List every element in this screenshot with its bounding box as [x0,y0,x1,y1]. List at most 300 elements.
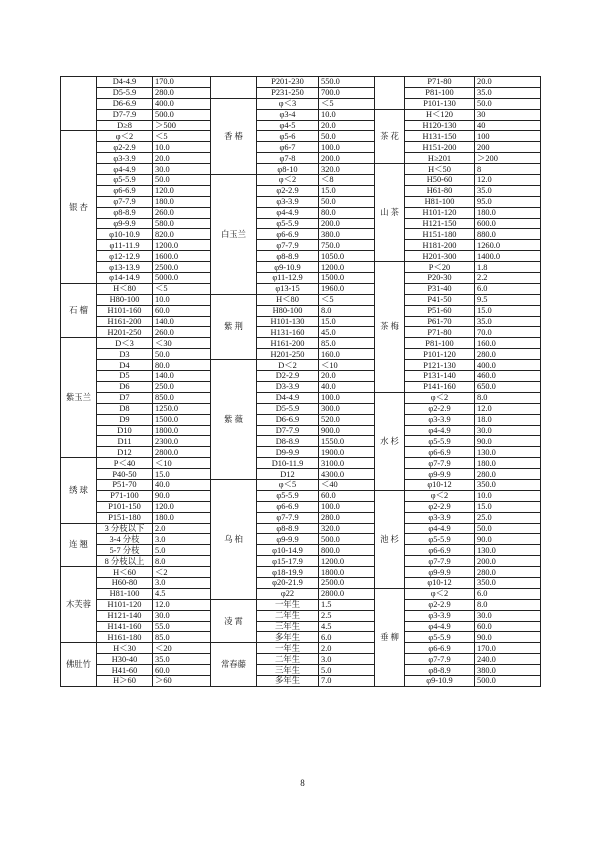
price-cell: 40.0 [319,381,375,392]
spec-cell: H81-100 [405,196,475,207]
spec-cell: H101-120 [97,599,153,610]
spec-cell: φ9-9.9 [257,534,319,545]
price-cell: 3.0 [153,577,211,588]
price-cell: 1400.0 [475,251,541,262]
spec-cell: H121-140 [97,610,153,621]
price-cell: 850.0 [153,392,211,403]
price-cell: 800.0 [319,545,375,556]
price-cell: 90.0 [475,632,541,643]
price-cell: 1550.0 [319,436,375,447]
spec-cell: φ20-21.9 [257,577,319,588]
price-cell: 700.0 [319,87,375,98]
price-cell: 100 [475,131,541,142]
spec-cell: P121-130 [405,360,475,371]
price-cell: 8.0 [153,556,211,567]
spec-cell: φ11-11.9 [97,240,153,251]
spec-cell: D＜3 [97,338,153,349]
plant-name-cell: 凌 霄 [211,599,257,643]
price-cell: 350.0 [475,479,541,490]
price-cell: 460.0 [475,371,541,382]
spec-cell: H151-200 [405,142,475,153]
plant-name-cell: 水 杉 [375,392,405,490]
spec-cell: P231-250 [257,87,319,98]
spec-cell: φ13-15 [257,283,319,294]
spec-cell: φ6-6.9 [405,643,475,654]
spec-cell: φ8-8.9 [257,251,319,262]
spec-cell: φ7-7.9 [257,512,319,523]
spec-cell: H61-80 [405,185,475,196]
price-cell: 12.0 [153,599,211,610]
price-cell: 280.0 [319,512,375,523]
spec-cell: φ2-2.9 [405,599,475,610]
spec-cell: D7 [97,392,153,403]
price-cell: ＜8 [319,175,375,186]
price-cell: 80.0 [153,360,211,371]
price-cell: 1050.0 [319,251,375,262]
price-cell: 380.0 [475,665,541,676]
price-cell: 12.0 [475,175,541,186]
price-cell: 40.0 [153,479,211,490]
price-cell: 6.0 [475,588,541,599]
price-cell: ＞500 [153,120,211,131]
price-cell: 200.0 [319,153,375,164]
spec-cell: H131-150 [405,131,475,142]
spec-cell: D5 [97,371,153,382]
spec-cell: P81-100 [405,338,475,349]
price-cell: 35.0 [475,316,541,327]
spec-cell: φ9-9.9 [405,469,475,480]
spec-cell: φ2-2.9 [405,403,475,414]
price-cell: 260.0 [153,327,211,338]
spec-cell: φ4-4.9 [97,164,153,175]
spec-cell: H121-150 [405,218,475,229]
spec-cell: 二年生 [257,654,319,665]
price-cell: 95.0 [475,196,541,207]
price-cell: 10.0 [153,294,211,305]
spec-cell: φ5-5.9 [257,490,319,501]
spec-cell: φ4-5 [257,120,319,131]
price-cell: 15.0 [475,501,541,512]
spec-cell: H101-120 [405,207,475,218]
spec-cell: P101-130 [405,98,475,109]
price-cell: 50.0 [153,349,211,360]
plant-name-cell: 木芙蓉 [61,567,97,643]
price-cell: 2500.0 [319,577,375,588]
spec-cell: φ9-9.9 [405,567,475,578]
price-cell: ＞60 [153,675,211,686]
price-cell: 120.0 [153,185,211,196]
price-cell: 40 [475,120,541,131]
price-cell: 55.0 [153,621,211,632]
spec-cell: D3 [97,349,153,360]
spec-cell: D4-4.9 [97,77,153,88]
price-cell: 85.0 [319,338,375,349]
table-row [61,338,211,349]
price-cell: 20.0 [475,77,541,88]
price-cell: 380.0 [319,229,375,240]
table-row [375,588,541,599]
spec-cell: φ6-6.9 [405,545,475,556]
spec-cell: φ4-4.9 [405,523,475,534]
spec-cell: D2-2.9 [257,371,319,382]
page-number: 8 [300,778,305,788]
price-cell: 35.0 [153,654,211,665]
price-cell: 100.0 [319,392,375,403]
table-column-middle [210,76,375,687]
table-row [375,490,541,501]
plant-name-cell: 茶 花 [375,109,405,163]
plant-name-cell: 乌 桕 [211,479,257,599]
price-cell: 2800.0 [153,447,211,458]
price-cell: 4.5 [319,621,375,632]
spec-cell: φ10-14.9 [257,545,319,556]
table-row [375,77,541,88]
spec-cell: P151-180 [97,512,153,523]
table-row [211,175,375,186]
price-cell: 200.0 [319,218,375,229]
price-cell: 500.0 [153,109,211,120]
price-cell: 60.0 [475,621,541,632]
price-cell: 20.0 [153,153,211,164]
price-cell: ＜5 [153,131,211,142]
spec-cell: φ3-3.9 [97,153,153,164]
spec-cell: P201-230 [257,77,319,88]
price-cell: 7.0 [319,675,375,686]
price-cell: 750.0 [319,240,375,251]
spec-cell: φ5-5.9 [97,175,153,186]
table-row [375,262,541,273]
spec-cell: φ7-7.9 [257,240,319,251]
spec-cell: φ8-10 [257,164,319,175]
price-cell: ＜40 [319,479,375,490]
price-cell: 260.0 [153,207,211,218]
spec-cell: D4-4.9 [257,392,319,403]
spec-cell: P＜40 [97,458,153,469]
price-cell: 6.0 [319,632,375,643]
price-cell: 4300.0 [319,469,375,480]
plant-name-cell: 紫 薇 [211,360,257,480]
price-cell: 580.0 [153,218,211,229]
price-cell: 280.0 [153,87,211,98]
spec-cell: D10 [97,425,153,436]
price-cell: 35.0 [475,185,541,196]
price-cell: 1800.0 [153,425,211,436]
plant-name-cell [375,77,405,110]
spec-cell: φ5-6 [257,131,319,142]
price-cell: 200.0 [475,556,541,567]
spec-cell: φ18-19.9 [257,567,319,578]
spec-cell: φ2-2.9 [257,185,319,196]
price-cell: 100.0 [319,142,375,153]
spec-cell: H＜80 [97,283,153,294]
spec-cell: P71-80 [405,77,475,88]
spec-cell: H141-160 [97,621,153,632]
price-cell: 500.0 [475,675,541,686]
spec-cell: φ＜2 [405,392,475,403]
price-cell: 1200.0 [319,556,375,567]
spec-cell: D12 [257,469,319,480]
price-cell: 1250.0 [153,403,211,414]
price-cell: 8.0 [475,392,541,403]
spec-cell: H151-180 [405,229,475,240]
price-cell: 130.0 [475,545,541,556]
spec-cell: φ9-9.9 [97,218,153,229]
spec-cell: φ9-10.9 [257,262,319,273]
price-cell: 90.0 [475,534,541,545]
spec-cell: φ13-13.9 [97,262,153,273]
price-cell: 350.0 [475,577,541,588]
price-cell: 400.0 [153,98,211,109]
spec-cell: φ2-2.9 [405,501,475,512]
spec-cell: P131-140 [405,371,475,382]
price-cell: 30 [475,109,541,120]
price-cell: 8.0 [475,599,541,610]
spec-cell: H101-160 [97,305,153,316]
price-cell: 35.0 [475,87,541,98]
price-cell: 60.0 [319,490,375,501]
spec-cell: H201-250 [257,349,319,360]
spec-cell: P＜20 [405,262,475,273]
price-cell: 10.0 [319,109,375,120]
table-row [375,164,541,175]
spec-cell: φ＜2 [405,588,475,599]
spec-cell: φ7-7.9 [405,458,475,469]
price-cell: 170.0 [475,643,541,654]
spec-cell: H＜30 [97,643,153,654]
price-cell: 5.0 [153,545,211,556]
spec-cell: D≥8 [97,120,153,131]
table-row [61,283,211,294]
spec-cell: φ7-7.9 [97,196,153,207]
plant-name-cell: 紫 荆 [211,294,257,359]
price-cell: 280.0 [475,349,541,360]
price-cell: 9.5 [475,294,541,305]
price-cell: 20.0 [319,120,375,131]
spec-cell: H≥201 [405,153,475,164]
table-row [211,294,375,305]
price-cell: 900.0 [319,425,375,436]
spec-cell: φ5-5.9 [405,436,475,447]
spec-cell: D8 [97,403,153,414]
spec-cell: 二年生 [257,610,319,621]
price-cell: 5.0 [319,665,375,676]
table-row [211,643,375,654]
spec-cell: 多年生 [257,675,319,686]
table-row [61,77,211,88]
spec-cell: φ5-5.9 [257,218,319,229]
price-cell: 2.5 [319,610,375,621]
spec-cell: φ15-17.9 [257,556,319,567]
spec-cell: φ7-7.9 [405,654,475,665]
spec-cell: D6-6.9 [257,414,319,425]
spec-cell: φ＜3 [257,98,319,109]
price-cell: 400.0 [475,360,541,371]
price-cell: 8 [475,164,541,175]
spec-cell: H161-200 [257,338,319,349]
price-cell: 280.0 [475,469,541,480]
plant-name-cell: 垂 柳 [375,588,405,686]
spec-cell: P81-100 [405,87,475,98]
price-cell: ＜5 [319,294,375,305]
table-row [375,109,541,120]
table-row [375,392,541,403]
plant-name-cell [61,77,97,131]
price-cell: 140.0 [153,316,211,327]
table-column-left [60,76,211,687]
price-cell: 1800.0 [319,567,375,578]
spec-cell: D5-5.9 [257,403,319,414]
price-cell: 12.0 [475,403,541,414]
plant-name-cell: 白玉兰 [211,175,257,295]
spec-cell: φ8-8.9 [97,207,153,218]
spec-cell: P51-60 [405,305,475,316]
plant-name-cell: 池 杉 [375,490,405,588]
table-row [61,458,211,469]
spec-cell: 8 分枝以上 [97,556,153,567]
table-row [211,98,375,109]
price-cell: 70.0 [475,327,541,338]
spec-cell: H＜50 [405,164,475,175]
spec-cell: 3 分枝以下 [97,523,153,534]
price-cell: 90.0 [475,436,541,447]
price-cell: 2.0 [319,643,375,654]
plant-name-cell: 山 茶 [375,164,405,262]
spec-cell: D12 [97,447,153,458]
price-cell: 250.0 [153,381,211,392]
price-cell: 25.0 [475,512,541,523]
spec-cell: H131-160 [257,327,319,338]
spec-cell: φ10-10.9 [97,229,153,240]
plant-name-cell: 紫玉兰 [61,338,97,458]
spec-cell: φ11-12.9 [257,273,319,284]
spec-cell: φ3-4 [257,109,319,120]
price-cell: 820.0 [153,229,211,240]
price-cell: 10.0 [475,490,541,501]
price-cell: 1500.0 [319,273,375,284]
price-cell: 2300.0 [153,436,211,447]
spec-cell: φ2-2.9 [97,142,153,153]
spec-cell: φ8-8.9 [257,523,319,534]
spec-cell: P31-40 [405,283,475,294]
spec-cell: φ3-3.9 [257,196,319,207]
price-cell: 4.5 [153,588,211,599]
price-cell: 170.0 [153,77,211,88]
plant-name-cell [211,77,257,99]
price-cell: 50.0 [319,131,375,142]
spec-cell: D5-5.9 [97,87,153,98]
spec-cell: P71-80 [405,327,475,338]
table-row [61,131,211,142]
spec-cell: D6 [97,381,153,392]
price-cell: 500.0 [319,534,375,545]
price-cell: 85.0 [153,632,211,643]
price-cell: 3.0 [319,654,375,665]
price-cell: 2.2 [475,273,541,284]
spec-cell: φ22 [257,588,319,599]
price-cell: 15.0 [319,185,375,196]
spec-cell: φ5-5.9 [405,534,475,545]
spec-cell: φ14-14.9 [97,273,153,284]
spec-cell: φ4-4.9 [405,621,475,632]
table-row [211,479,375,490]
spec-cell: 多年生 [257,632,319,643]
price-cell: 50.0 [319,196,375,207]
price-cell: 30.0 [153,610,211,621]
price-cell: 1200.0 [319,262,375,273]
price-cell: ＜2 [153,567,211,578]
price-cell: 550.0 [319,77,375,88]
spec-cell: P71-100 [97,490,153,501]
spec-cell: φ3-3.9 [405,610,475,621]
spec-cell: H201-300 [405,251,475,262]
plant-name-cell: 银 杏 [61,131,97,283]
plant-name-cell: 常春藤 [211,643,257,687]
price-cell: 3.0 [153,534,211,545]
spec-cell: H30-40 [97,654,153,665]
price-cell: ＜20 [153,643,211,654]
spec-cell: H80-100 [97,294,153,305]
plant-name-cell: 香 椿 [211,98,257,174]
spec-cell: D7-7.9 [257,425,319,436]
spec-cell: P51-70 [97,479,153,490]
table-row [61,643,211,654]
price-cell: 1960.0 [319,283,375,294]
price-cell: 160.0 [475,338,541,349]
spec-cell: P41-50 [405,294,475,305]
table-row [211,599,375,610]
price-cell: 15.0 [319,316,375,327]
spec-cell: P141-160 [405,381,475,392]
spec-cell: φ9-10.9 [405,675,475,686]
price-cell: 50.0 [475,98,541,109]
spec-cell: φ8-8.9 [405,665,475,676]
price-cell: 100.0 [319,501,375,512]
spec-cell: P101-150 [97,501,153,512]
price-cell: 2500.0 [153,262,211,273]
price-cell: 1600.0 [153,251,211,262]
price-cell: 1900.0 [319,447,375,458]
spec-cell: D8-8.9 [257,436,319,447]
table-row [61,523,211,534]
price-cell: 1.8 [475,262,541,273]
spec-cell: φ6-6.9 [257,229,319,240]
price-cell: 80.0 [319,207,375,218]
price-cell: 15.0 [475,305,541,316]
spec-cell: φ3-3.9 [405,512,475,523]
spec-cell: P20-30 [405,273,475,284]
price-cell: 18.0 [475,414,541,425]
spec-cell: 三年生 [257,621,319,632]
price-cell: 880.0 [475,229,541,240]
spec-cell: D6-6.9 [97,98,153,109]
spec-cell: φ6-6.9 [97,185,153,196]
spec-cell: H81-100 [97,588,153,599]
price-cell: 600.0 [475,218,541,229]
table-column-right [374,76,541,687]
price-cell: 8.0 [319,305,375,316]
price-cell: 15.0 [153,469,211,480]
spec-cell: H201-250 [97,327,153,338]
price-cell: 120.0 [153,501,211,512]
price-cell: 10.0 [153,142,211,153]
price-cell: 1200.0 [153,240,211,251]
price-cell: 320.0 [319,164,375,175]
spec-cell: φ＜5 [257,479,319,490]
price-cell: 30.0 [475,610,541,621]
spec-cell: D9 [97,414,153,425]
price-cell: 1500.0 [153,414,211,425]
spec-cell: H161-180 [97,632,153,643]
